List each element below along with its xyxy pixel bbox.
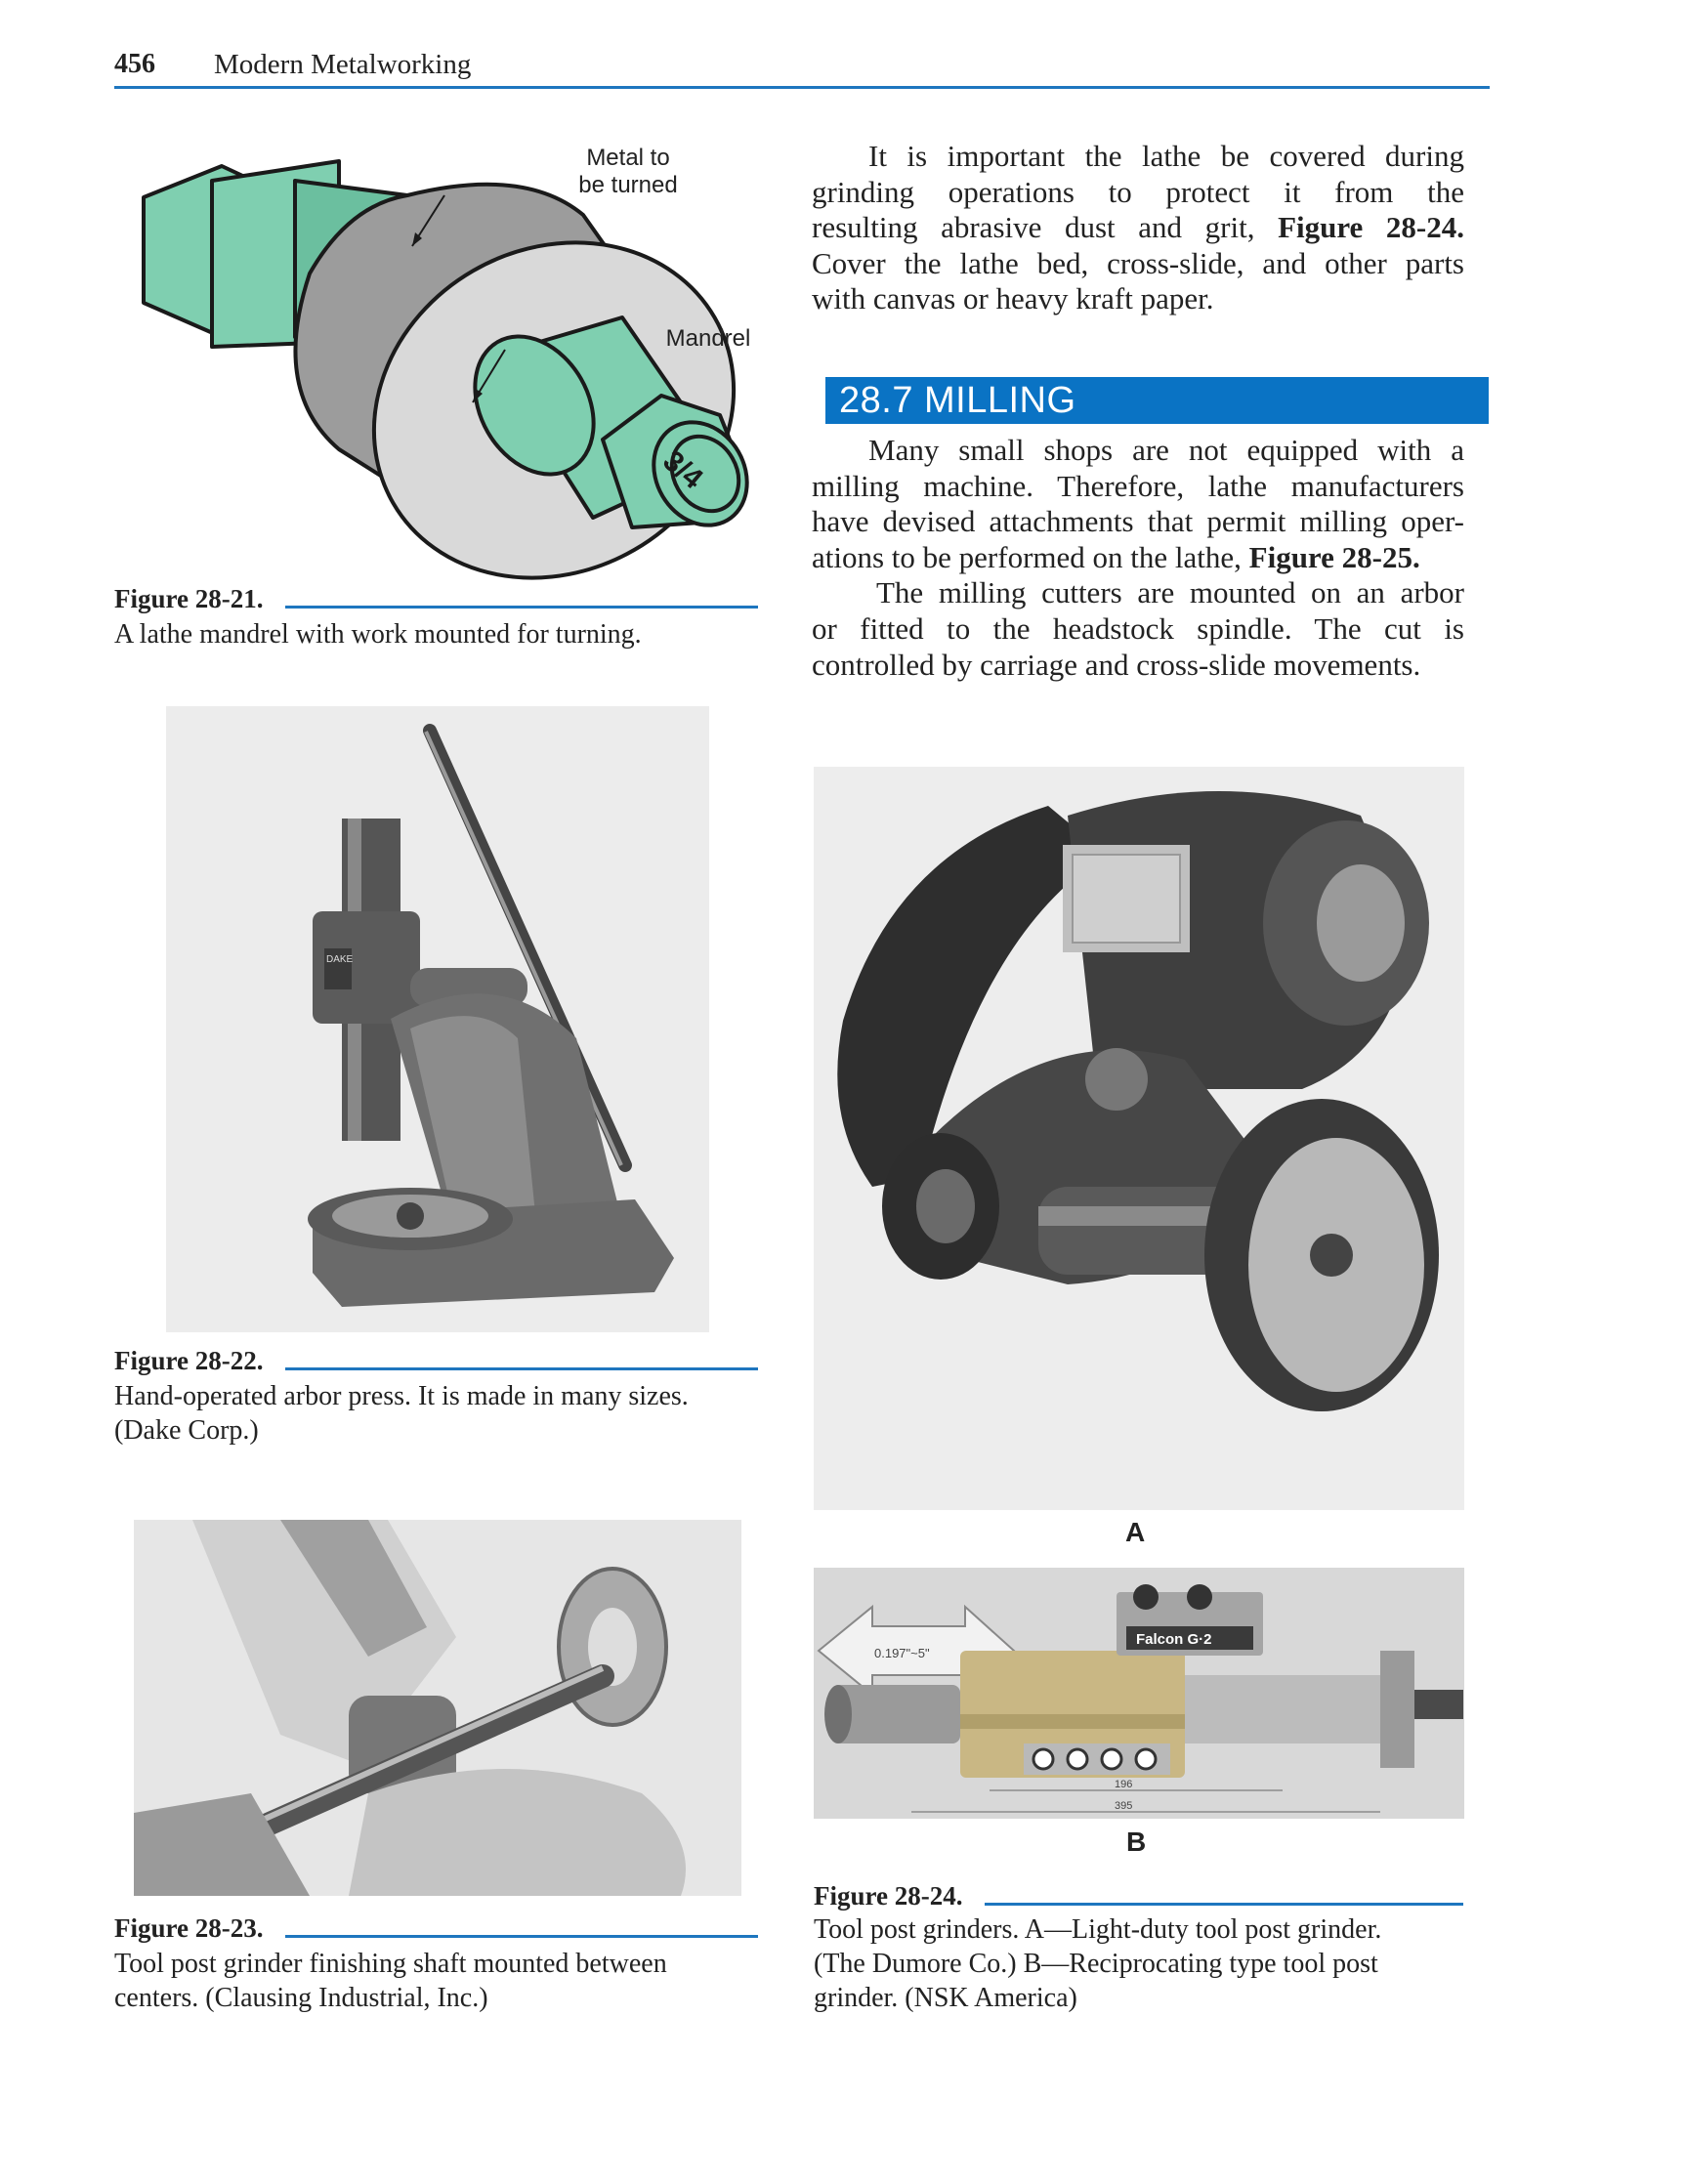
- para1-line-3: [812, 210, 1464, 246]
- figure-28-24-rule: [985, 1903, 1463, 1906]
- section-heading-bar: [825, 377, 1489, 424]
- figure-28-22-caption-line2: (Dake Corp.): [114, 1415, 259, 1446]
- tool-post-grinder-shaft-image: [134, 1520, 741, 1896]
- figure-28-23-caption: [114, 1947, 667, 2015]
- page-number: 456: [114, 49, 155, 79]
- para1-line-4: Cover the lathe bed, cross-slide, and other parts: [812, 245, 1464, 280]
- figref-28-24[interactable]: Figure 28-24.: [1278, 210, 1464, 245]
- label-mandrel: Mandrel: [665, 325, 751, 352]
- figure-28-24-letter-b: B: [1126, 1827, 1147, 1857]
- figure-28-23-caption-line1: Tool post grinder finishing shaft mounted between: [114, 1949, 667, 1979]
- figref-28-25[interactable]: Figure 28-25.: [1248, 539, 1420, 574]
- stroke-range-text: 0.197"~5": [874, 1646, 930, 1660]
- figure-28-24-caption-line3: grinder. (NSK America): [814, 1983, 1077, 2013]
- figure-28-24a-photo: [814, 767, 1464, 1510]
- paragraph-lathe-covering: [812, 139, 1464, 317]
- figure-28-22-title: Figure 28-22.: [114, 1346, 264, 1375]
- dake-plate-text: DAKE: [326, 954, 354, 965]
- dimension-196: 196: [1115, 1779, 1133, 1790]
- para3-line-3: controlled by carriage and cross-slide movements.: [812, 647, 1421, 682]
- brand-falcon: Falcon G·2: [1136, 1631, 1212, 1648]
- header-rule: [114, 86, 1490, 89]
- section-heading: 28.7 MILLING: [839, 380, 1076, 421]
- figure-28-23-caption-line2: centers. (Clausing Industrial, Inc.): [114, 1983, 488, 2013]
- para1-line-5: with canvas or heavy kraft paper.: [812, 281, 1214, 316]
- para2-line-1: Many small shops are not equipped with a: [868, 433, 1464, 467]
- para2-line-4: [812, 540, 1464, 576]
- figure-28-21-caption: A lathe mandrel with work mounted for turning.: [114, 619, 642, 650]
- figure-28-22-caption: [114, 1379, 689, 1448]
- figure-28-22-photo: [166, 706, 709, 1332]
- figure-28-22-caption-line1: Hand-operated arbor press. It is made in many sizes.: [114, 1381, 689, 1411]
- reciprocating-grinder-image: [814, 1568, 1464, 1819]
- figure-28-21-rule: [285, 606, 758, 609]
- paragraph-milling: [812, 433, 1464, 683]
- figure-28-22-rule: [285, 1367, 758, 1370]
- figure-28-24-letter-a: A: [1125, 1517, 1146, 1547]
- para2-line-2: milling machine. Therefore, lathe manufacturers: [812, 468, 1464, 503]
- figure-28-24b-photo: [814, 1568, 1464, 1819]
- figure-28-23-photo: [134, 1520, 741, 1896]
- label-metal-line2: be turned: [578, 172, 678, 198]
- mandrel-size-marking: 3/4: [656, 444, 709, 496]
- label-metal-line1: Metal to: [586, 145, 670, 171]
- para2-line-3: have devised attachments that permit milling oper-: [812, 504, 1464, 539]
- light-duty-grinder-image: [814, 767, 1464, 1510]
- figure-28-24-caption-line1: Tool post grinders. A—Light-duty tool post grinder.: [814, 1914, 1382, 1945]
- lathe-mandrel-drawing: [114, 137, 779, 586]
- figure-28-24-caption-line2: (The Dumore Co.) B—Reciprocating type tool post: [814, 1949, 1378, 1979]
- figure-28-23-title: Figure 28-23.: [114, 1913, 264, 1943]
- dimension-395: 395: [1115, 1800, 1133, 1812]
- arbor-press-image: [166, 706, 709, 1332]
- para3-line-2: or fitted to the headstock spindle. The cut is: [812, 610, 1464, 646]
- para1-line-3-text: resulting abrasive dust and grit,: [812, 210, 1279, 245]
- para2-line-4-text: ations to be performed on the lathe,: [812, 539, 1249, 574]
- figure-28-21-title: Figure 28-21.: [114, 584, 264, 613]
- para1-line-2: grinding operations to protect it from the: [812, 174, 1464, 209]
- para1-line-1: It is important the lathe be covered during: [868, 139, 1464, 173]
- figure-28-23-rule: [285, 1935, 758, 1938]
- running-header-title: Modern Metalworking: [214, 49, 472, 80]
- para3-line-1: The milling cutters are mounted on an arbor: [876, 575, 1464, 610]
- figure-28-21-illustration: [114, 137, 779, 586]
- figure-28-24-caption: [814, 1912, 1381, 2015]
- label-metal-to-be-turned: [565, 145, 692, 199]
- figure-28-24-title: Figure 28-24.: [814, 1881, 963, 1911]
